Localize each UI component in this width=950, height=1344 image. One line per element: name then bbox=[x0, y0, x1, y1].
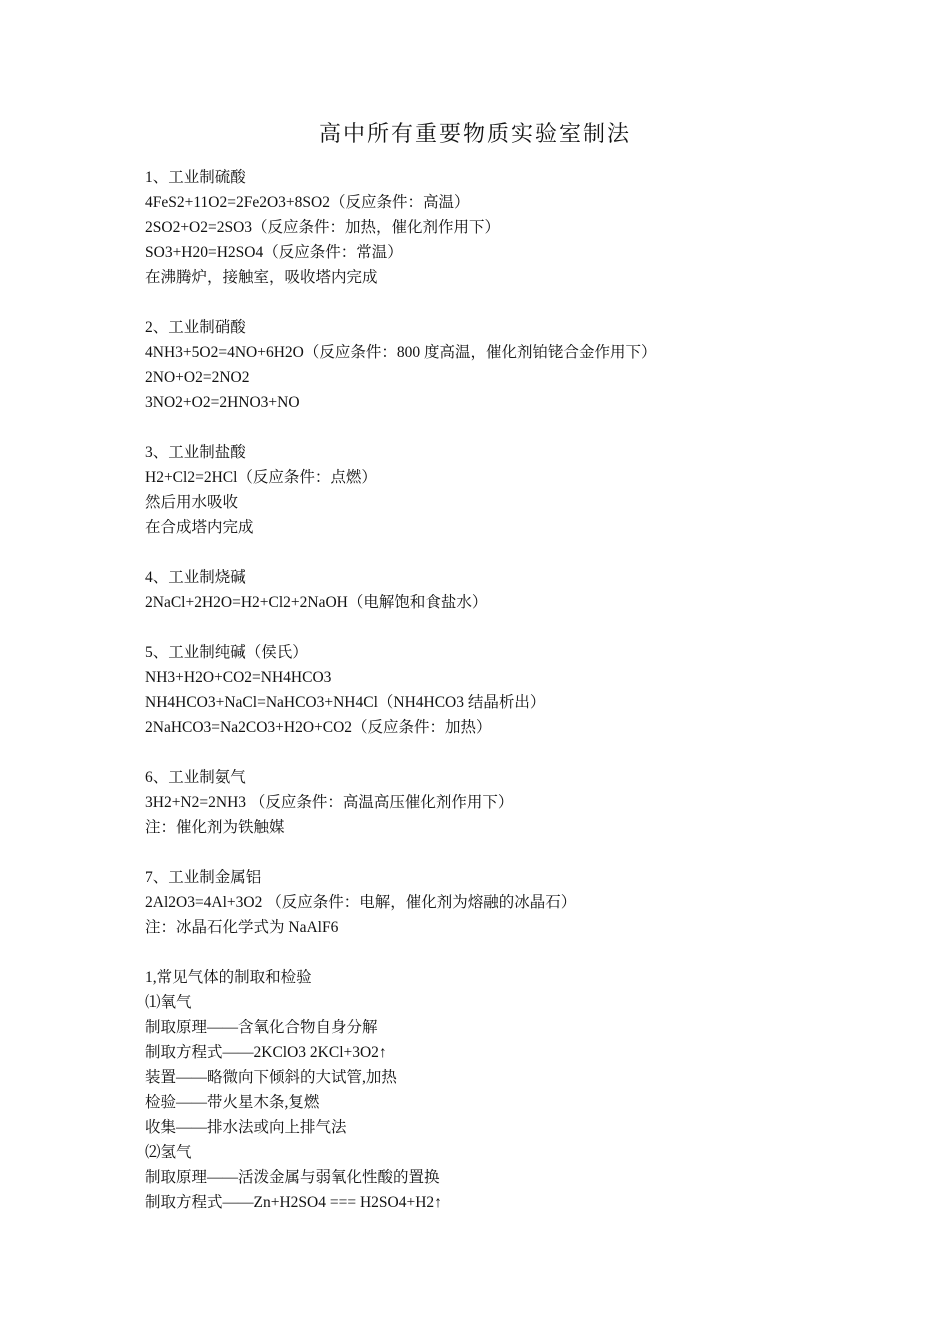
text-line: 检验——带火星木条,复燃 bbox=[145, 1094, 320, 1111]
section-spacer bbox=[145, 840, 865, 865]
section bbox=[145, 640, 865, 740]
text-line: 4FeS2+11O2=2Fe2O3+8SO2（反应条件：高温） bbox=[145, 194, 470, 211]
section-heading: 4、工业制烧碱 bbox=[145, 569, 246, 586]
text-line: 2NaHCO3=Na2CO3+H2O+CO2（反应条件：加热） bbox=[145, 719, 492, 736]
text-line: H2+Cl2=2HCl（反应条件：点燃） bbox=[145, 469, 377, 486]
text-line: NH3+H2O+CO2=NH4HCO3 bbox=[145, 669, 332, 686]
text-line: 2NaCl+2H2O=H2+Cl2+2NaOH（电解饱和食盐水） bbox=[145, 594, 488, 611]
section-spacer bbox=[145, 290, 865, 315]
text-line: 在沸腾炉，接触室，吸收塔内完成 bbox=[145, 269, 378, 286]
section bbox=[145, 865, 865, 940]
text-line: 收集——排水法或向上排气法 bbox=[145, 1119, 347, 1136]
section bbox=[145, 765, 865, 840]
document-body bbox=[145, 165, 865, 1215]
text-line: 2Al2O3=4Al+3O2 （反应条件：电解，催化剂为熔融的冰晶石） bbox=[145, 894, 577, 911]
text-line: 制取原理——活泼金属与弱氧化性酸的置换 bbox=[145, 1169, 440, 1186]
text-line: 制取原理——含氧化合物自身分解 bbox=[145, 1019, 378, 1036]
text-line: 2SO2+O2=2SO3（反应条件：加热，催化剂作用下） bbox=[145, 219, 501, 236]
text-line: ⑵氢气 bbox=[145, 1144, 192, 1161]
text-line: NH4HCO3+NaCl=NaHCO3+NH4Cl（NH4HCO3 结晶析出） bbox=[145, 694, 546, 711]
text-line: 3H2+N2=2NH3 （反应条件：高温高压催化剂作用下） bbox=[145, 794, 514, 811]
text-line: 2NO+O2=2NO2 bbox=[145, 369, 250, 386]
text-line: 4NH3+5O2=4NO+6H2O（反应条件：800 度高温，催化剂铂铑合金作用下） bbox=[145, 344, 657, 361]
section-heading: 1、工业制硫酸 bbox=[145, 169, 246, 186]
section-heading: 7、工业制金属铝 bbox=[145, 869, 262, 886]
text-line: ⑴氧气 bbox=[145, 994, 192, 1011]
section bbox=[145, 165, 865, 290]
section bbox=[145, 965, 865, 1215]
section-heading: 5、工业制纯碱（侯氏） bbox=[145, 644, 308, 661]
text-line: 3NO2+O2=2HNO3+NO bbox=[145, 394, 300, 411]
text-line: 制取方程式——2KClO3 2KCl+3O2↑ bbox=[145, 1044, 387, 1061]
text-line: 在合成塔内完成 bbox=[145, 519, 254, 536]
section bbox=[145, 565, 865, 615]
section bbox=[145, 315, 865, 415]
text-line: 装置——略微向下倾斜的大试管,加热 bbox=[145, 1069, 397, 1086]
text-line: SO3+H20=H2SO4（反应条件：常温） bbox=[145, 244, 403, 261]
text-line: 注：冰晶石化学式为 NaAlF6 bbox=[145, 919, 339, 936]
text-line: 制取方程式——Zn+H2SO4 === H2SO4+H2↑ bbox=[145, 1194, 442, 1211]
section-spacer bbox=[145, 740, 865, 765]
section-spacer bbox=[145, 615, 865, 640]
text-line: 然后用水吸收 bbox=[145, 494, 239, 511]
text-line: 注：催化剂为铁触媒 bbox=[145, 819, 285, 836]
section-heading: 1,常见气体的制取和检验 bbox=[145, 969, 312, 986]
section-spacer bbox=[145, 940, 865, 965]
section-heading: 2、工业制硝酸 bbox=[145, 319, 246, 336]
section-heading: 6、工业制氨气 bbox=[145, 769, 246, 786]
section-heading: 3、工业制盐酸 bbox=[145, 444, 246, 461]
section-spacer bbox=[145, 540, 865, 565]
section-spacer bbox=[145, 415, 865, 440]
section bbox=[145, 440, 865, 540]
page-title: 高中所有重要物质实验室制法 bbox=[318, 121, 631, 146]
